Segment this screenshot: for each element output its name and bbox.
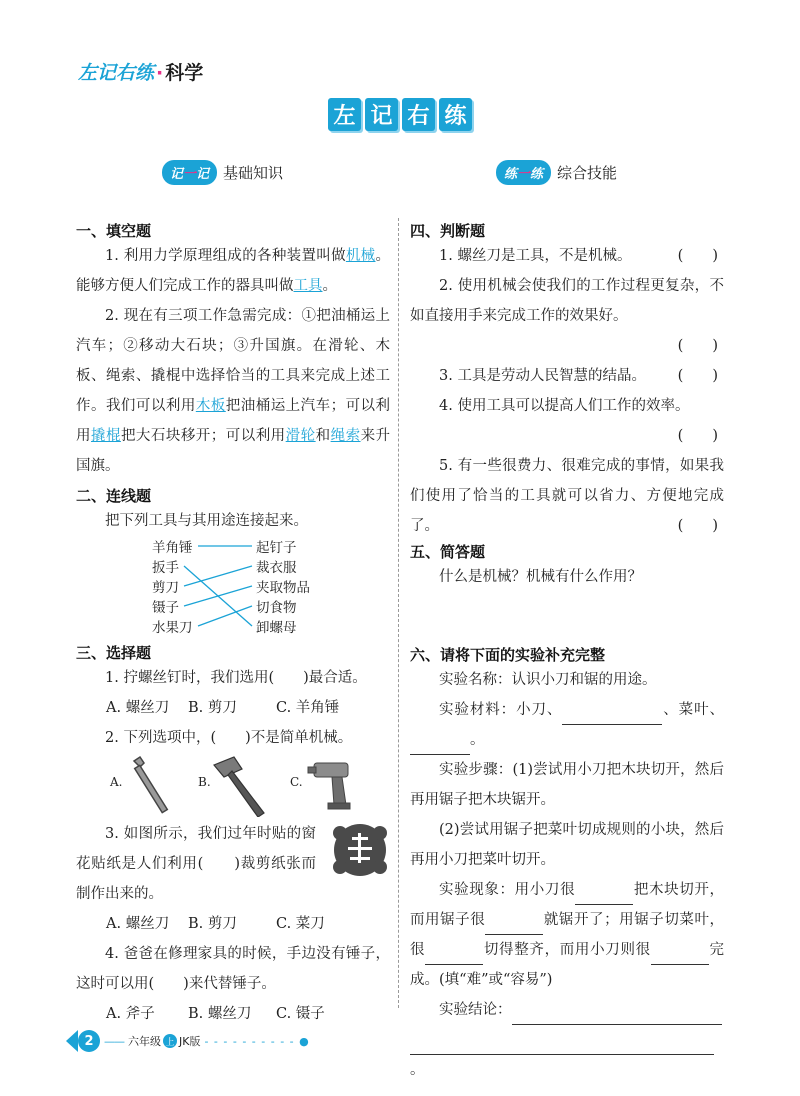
match-line <box>184 566 252 586</box>
title-char: 记 <box>365 98 398 131</box>
experiment-name: 实验名称：认识小刀和锯的用途。 <box>439 672 657 688</box>
option: B. 螺丝刀 <box>188 1006 252 1022</box>
option-label: B. <box>198 775 211 789</box>
hammer-icon <box>212 755 272 817</box>
fill-blank-q2: 2. 现在有三项工作急需完成：①把油桶运上汽车；②移动大石块；③升国旗。在滑轮、木板、绳索、撬棍中选择恰当的工具来完成上述工作。我们可以利用木板把油桶运上汽车；可以利用撬棍把大石块移开；可以利用滑轮和绳索来升国旗。 <box>76 308 391 474</box>
option: A. 螺丝刀 <box>106 700 170 716</box>
option: A. 螺丝刀 <box>106 916 170 932</box>
left-section-label: 基础知识 <box>223 164 284 182</box>
brand-subject: 科学 <box>165 62 204 84</box>
judge-item: 1. 螺丝刀是工具，不是机械。 ( ) <box>410 241 724 271</box>
judge-title: 四、判断题 <box>410 222 486 240</box>
judge-item: 3. 工具是劳动人民智慧的结晶。 ( ) <box>410 361 724 391</box>
paper-cut-icon <box>330 821 390 879</box>
matching-title: 二、连线题 <box>76 487 152 505</box>
answer-paren[interactable]: ( ) <box>677 368 718 384</box>
use-item: 切食物 <box>256 600 297 616</box>
choice-title: 三、选择题 <box>76 644 152 662</box>
fill-blank[interactable] <box>410 736 470 755</box>
experiment-materials: 实验材料：小刀、 、菜叶、。 <box>410 695 724 755</box>
answer-text: 木板 <box>195 398 226 414</box>
answer-paren[interactable]: ( ) <box>677 338 718 354</box>
fill-blank-title: 一、填空题 <box>76 222 152 240</box>
choice-q3-block <box>76 819 390 909</box>
choice-q2-images <box>76 753 390 819</box>
choice-q1: 1. 拧螺丝钉时，我们选用( )最合适。 <box>105 670 367 686</box>
matching-lines <box>76 536 390 636</box>
title-char: 练 <box>439 98 472 131</box>
footer-edition: JK版 <box>179 1035 201 1048</box>
match-line <box>184 586 252 606</box>
choice-q1-options <box>76 693 390 723</box>
match-line <box>198 606 252 626</box>
fill-blank[interactable] <box>651 946 709 965</box>
option: C. 羊角锤 <box>276 700 340 716</box>
electric-drill-icon <box>306 757 358 811</box>
right-column <box>410 220 724 1085</box>
brand-separator: · <box>156 62 164 84</box>
right-section-label: 综合技能 <box>557 164 618 182</box>
matching-area <box>76 536 390 636</box>
footer-dots: - - - - - - - - - - ● <box>204 1034 310 1048</box>
use-item: 夹取物品 <box>256 580 310 596</box>
answer-text: 撬棍 <box>90 428 121 444</box>
fill-blank[interactable] <box>410 1036 714 1055</box>
right-section-header <box>496 160 617 185</box>
left-section-header <box>162 160 283 185</box>
short-answer-title: 五、简答题 <box>410 543 486 561</box>
short-answer-question: 什么是机械？机械有什么作用？ <box>439 569 642 585</box>
page-title <box>328 98 472 131</box>
matching-instruction: 把下列工具与其用途连接起来。 <box>105 513 308 529</box>
page-number: 2 <box>78 1030 100 1052</box>
title-char: 右 <box>402 98 435 131</box>
right-section-badge: 练一练 <box>496 160 551 185</box>
footer <box>66 1030 310 1052</box>
option: B. 剪刀 <box>188 916 237 932</box>
brand-series: 左记右练 <box>78 62 155 84</box>
fill-blank[interactable] <box>425 946 483 965</box>
tool-item: 羊角锤 <box>152 540 193 556</box>
judge-item: 4. 使用工具可以提高人们工作的效率。 ( ) <box>439 398 718 444</box>
answer-paren[interactable]: ( ) <box>677 428 718 444</box>
fill-blank-q1: 1. 利用力学原理组成的各种装置叫做机械。能够方便人们完成工作的器具叫做工具。 <box>76 248 390 294</box>
fill-blank[interactable] <box>575 886 633 905</box>
header-brand <box>78 58 203 85</box>
left-section-badge: 记一记 <box>162 160 217 185</box>
option: C. 菜刀 <box>276 916 325 932</box>
answer-text: 滑轮 <box>285 428 316 444</box>
footer-dash: —— <box>104 1034 124 1048</box>
answer-space[interactable] <box>410 592 724 644</box>
fill-blank[interactable] <box>485 916 543 935</box>
use-item: 卸螺母 <box>256 620 297 636</box>
choice-q4-options <box>76 999 390 1029</box>
fill-blank[interactable] <box>562 706 662 725</box>
judge-item: 5. 有一些很费力、很难完成的事情，如果我们使用了恰当的工具就可以省力、方便地完成了。 ( ) <box>410 458 724 534</box>
answer-text: 机械 <box>345 248 376 264</box>
option: B. 剪刀 <box>188 700 237 716</box>
choice-q2: 2. 下列选项中，( )不是简单机械。 <box>105 730 353 746</box>
title-char: 左 <box>328 98 361 131</box>
wrench-icon <box>126 755 176 815</box>
experiment-conclusion: 实验结论： <box>410 995 724 1025</box>
use-item: 起钉子 <box>256 540 297 556</box>
experiment-step-2: (2)尝试用锯子把菜叶切成规则的小块，然后再用小刀把菜叶切开。 <box>410 822 724 868</box>
choice-q3-options <box>76 909 390 939</box>
left-column <box>76 220 390 1029</box>
answer-text: 绳索 <box>330 428 361 444</box>
answer-text: 工具 <box>293 278 323 294</box>
tool-item: 镊子 <box>152 600 179 616</box>
tool-item: 水果刀 <box>152 620 193 636</box>
choice-q4: 4. 爸爸在修理家具的时候，手边没有锤子，这时可以用( )来代替锤子。 <box>76 946 390 992</box>
option: C. 镊子 <box>276 1006 325 1022</box>
arrow-left-icon <box>66 1030 78 1052</box>
footer-term: 上 <box>163 1034 177 1048</box>
experiment-phenomenon: 实验现象：用小刀很 把木块切开，而用锯子很 就锯开了；用锯子切菜叶，很 切得整齐，而用小刀则很 完成。(填“难”或“容易”) <box>410 882 725 988</box>
judge-item: 2. 使用机械会使我们的工作过程更复杂，不如直接用手来完成工作的效果好。 ( ) <box>410 278 724 354</box>
tool-item: 扳手 <box>152 560 179 576</box>
experiment-conclusion-line2: 。 <box>410 1025 724 1085</box>
column-divider <box>398 218 399 1008</box>
experiment-title: 六、请将下面的实验补充完整 <box>410 646 606 664</box>
option-label: A. <box>110 775 123 789</box>
footer-grade: 六年级 <box>128 1035 161 1048</box>
fill-blank[interactable] <box>512 1006 722 1025</box>
choice-q3: 3. 如图所示，我们过年时贴的窗花贴纸是人们利用( )裁剪纸张而制作出来的。 <box>76 826 316 902</box>
use-item: 裁衣服 <box>256 560 297 576</box>
tool-item: 剪刀 <box>152 580 179 596</box>
option-label: C. <box>290 775 303 789</box>
answer-paren[interactable]: ( ) <box>677 518 718 534</box>
option: A. 斧子 <box>106 1006 155 1022</box>
experiment-step-1: 实验步骤：(1)尝试用小刀把木块切开，然后再用锯子把木块锯开。 <box>410 762 724 808</box>
answer-paren[interactable]: ( ) <box>677 248 718 264</box>
